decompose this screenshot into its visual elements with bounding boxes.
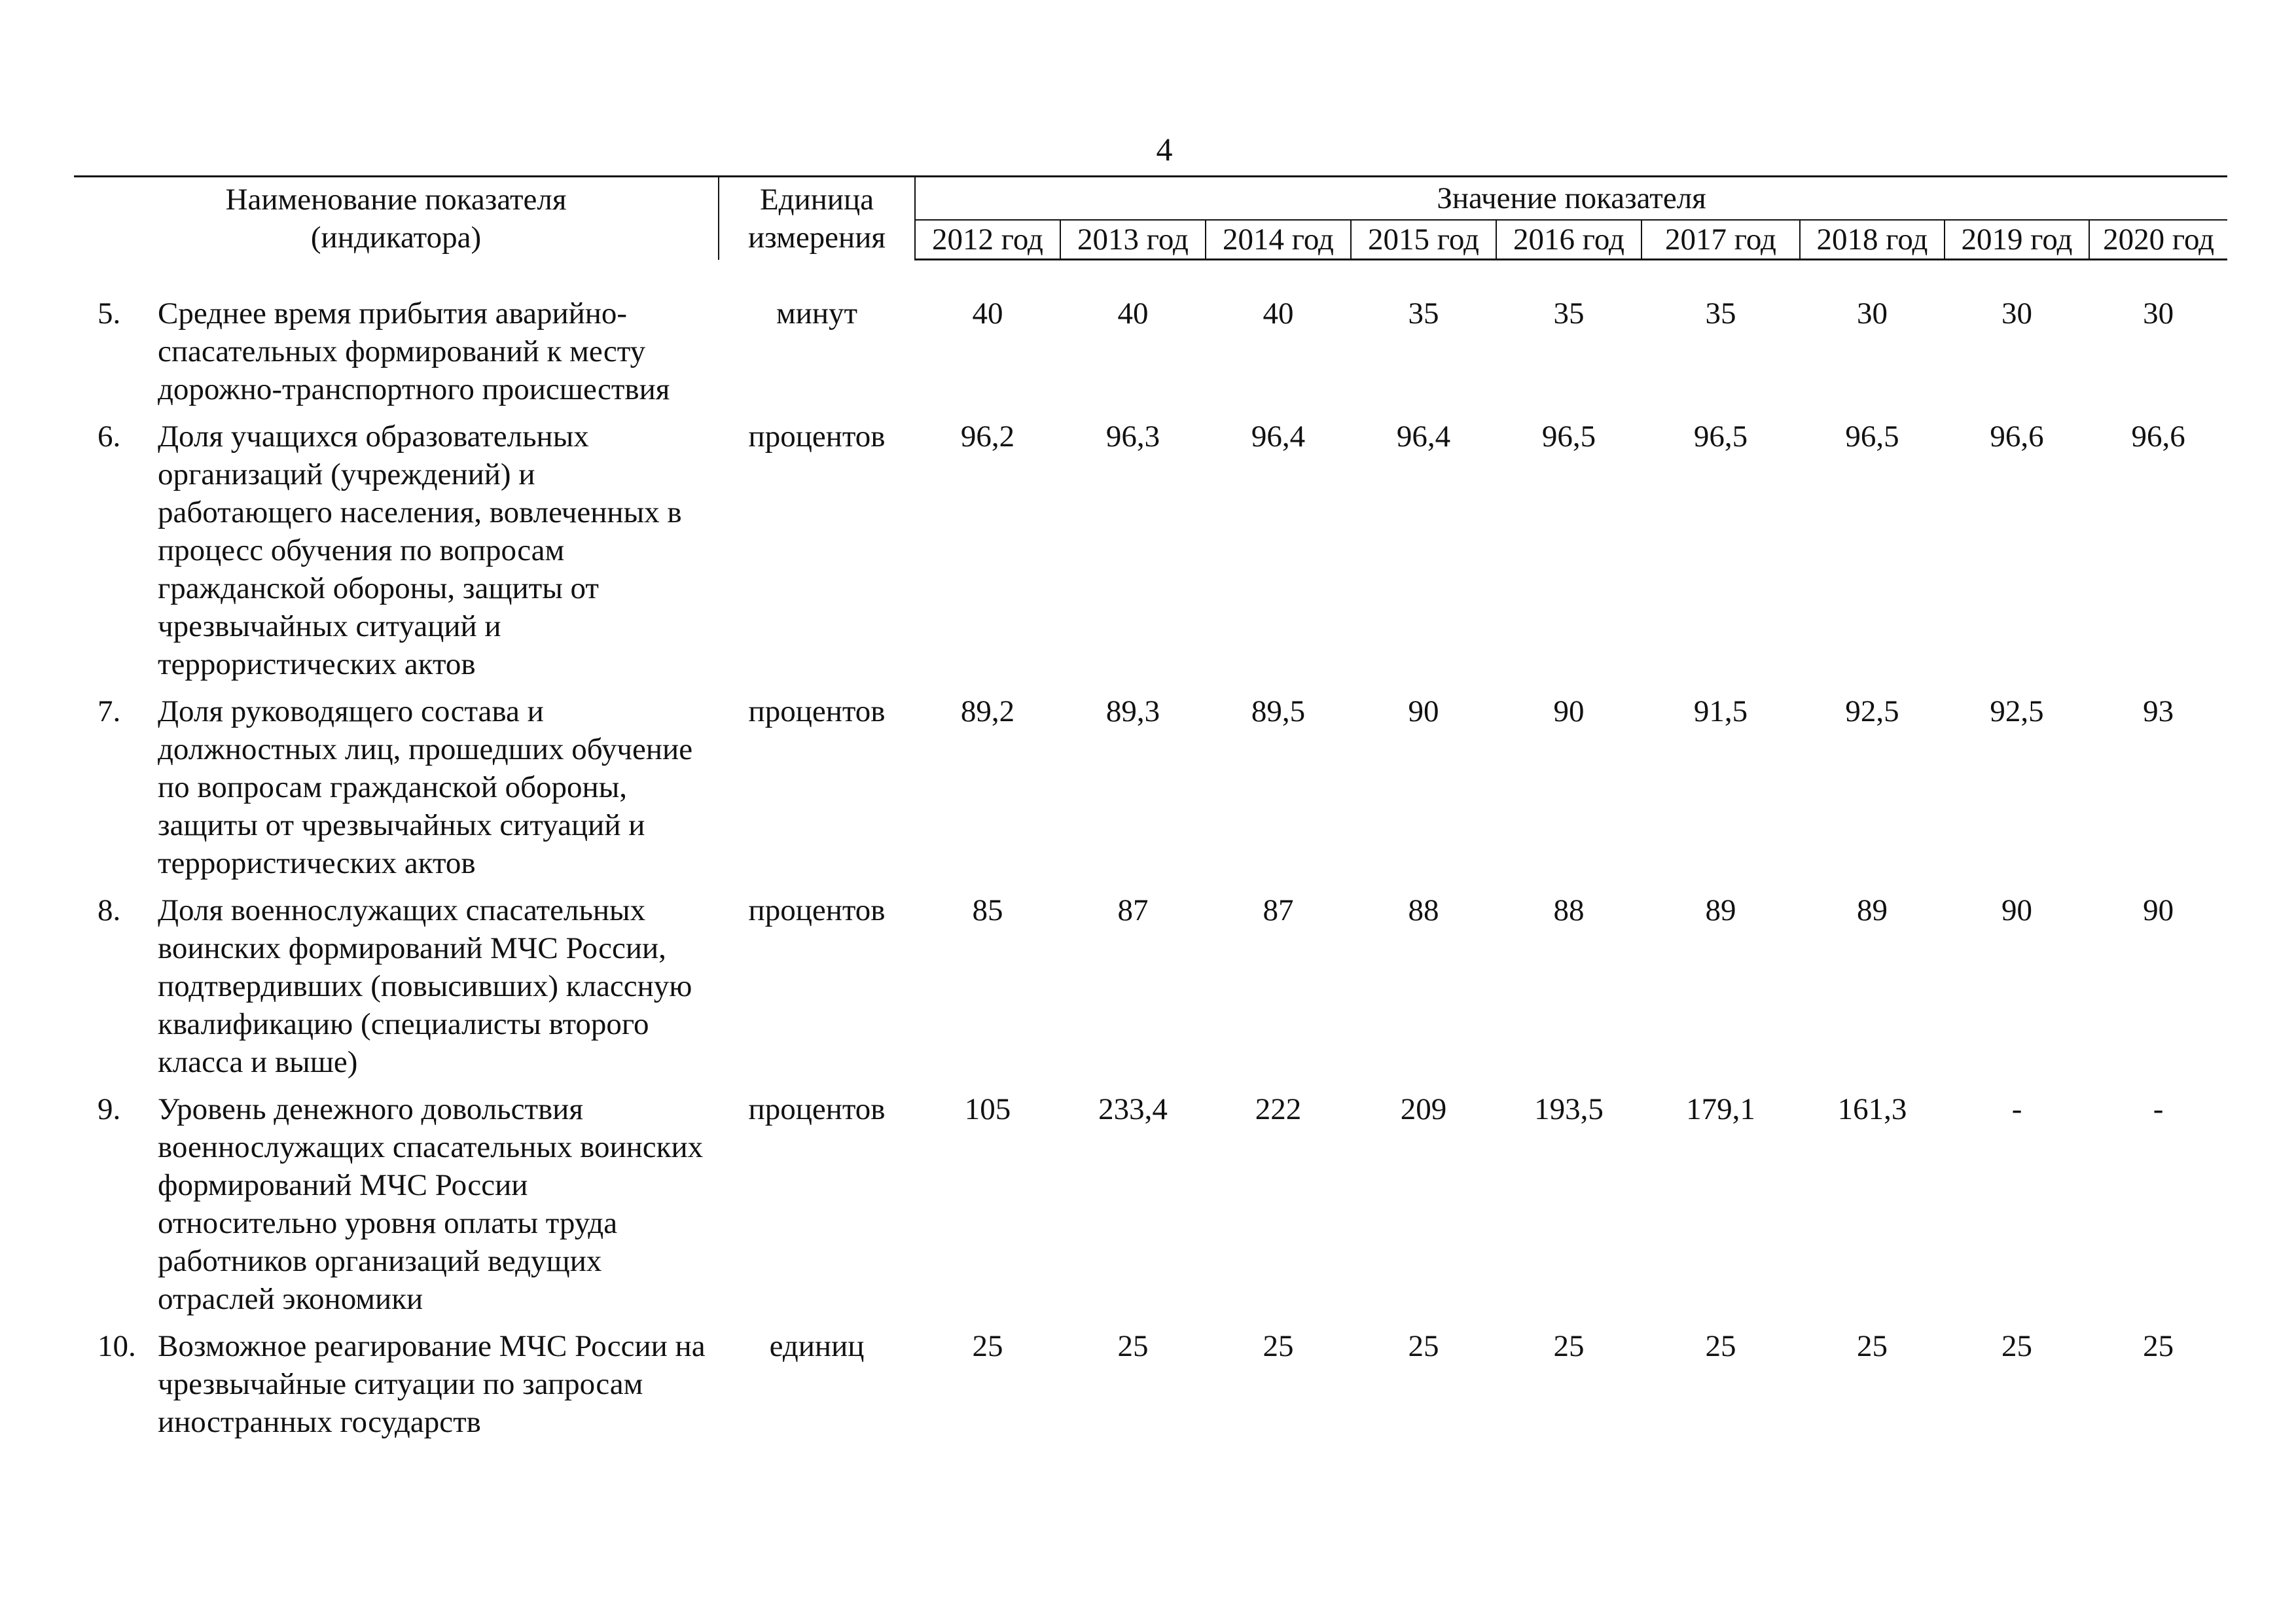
value-cell: 25 <box>2001 1329 2033 1363</box>
value-cell: 25 <box>1263 1329 1294 1363</box>
value-cell: 96,5 <box>1845 419 1899 454</box>
value-cell: - <box>2153 1092 2164 1126</box>
value-cell: 90 <box>2001 893 2033 927</box>
year-header: 2016 год <box>1496 220 1641 260</box>
year-header: 2012 год <box>915 220 1060 260</box>
value-cell: 90 <box>2143 893 2174 927</box>
value-cell: 25 <box>1117 1329 1149 1363</box>
value-cell: 40 <box>972 296 1003 330</box>
name-column-header <box>74 177 719 260</box>
value-cell: 90 <box>1553 694 1585 728</box>
table-row <box>74 1090 2227 1327</box>
value-cell: 30 <box>2001 296 2033 330</box>
value-cell: 88 <box>1408 893 1439 927</box>
year-header: 2018 год <box>1800 220 1945 260</box>
value-cell: 91,5 <box>1693 694 1748 728</box>
value-cell: 179,1 <box>1686 1092 1755 1126</box>
year-header: 2014 год <box>1206 220 1351 260</box>
year-header: 2015 год <box>1351 220 1496 260</box>
unit-cell: единиц <box>769 1329 865 1363</box>
value-cell: 25 <box>1553 1329 1585 1363</box>
value-cell: 25 <box>1408 1329 1439 1363</box>
table-row <box>74 294 2227 418</box>
row-number: 7. <box>98 694 121 728</box>
value-cell: 96,3 <box>1105 419 1160 454</box>
row-number: 5. <box>98 296 121 330</box>
table-body <box>74 260 2227 1451</box>
indicator-name: Доля руководящего состава и должностных лиц, прошедших обучение по вопросам гражданской обороны, защиты от чрезвычайных ситуаций и террористических актов <box>158 694 693 880</box>
value-cell: 89,3 <box>1105 694 1160 728</box>
year-header: 2019 год <box>1945 220 2089 260</box>
indicator-name: Доля военнослужащих спасательных воинских формирований МЧС России, подтвердивших (повысивших) классную квалификацию (специалисты второго класса и выше) <box>158 893 692 1079</box>
unit-cell: процентов <box>748 1092 886 1126</box>
row-number: 10. <box>98 1329 136 1363</box>
value-cell: 89 <box>1857 893 1888 927</box>
value-cell: 89,5 <box>1251 694 1306 728</box>
row-number: 6. <box>98 419 121 454</box>
value-cell: 40 <box>1263 296 1294 330</box>
year-header: 2017 год <box>1641 220 1800 260</box>
table-row <box>74 891 2227 1090</box>
name-header-line2: (индикатора) <box>310 220 482 255</box>
value-cell: 85 <box>972 893 1003 927</box>
value-cell: 96,2 <box>960 419 1015 454</box>
value-cell: 40 <box>1117 296 1149 330</box>
value-cell: 92,5 <box>1990 694 2044 728</box>
value-cell: 105 <box>964 1092 1011 1126</box>
value-cell: 96,4 <box>1251 419 1306 454</box>
value-cell: 96,6 <box>2131 419 2185 454</box>
value-cell: 161,3 <box>1837 1092 1907 1126</box>
value-cell: 193,5 <box>1534 1092 1604 1126</box>
unit-header-line2: измерения <box>748 220 886 255</box>
indicator-name: Доля учащихся образовательных организаций (учреждений) и работающего населения, вовлеченных в процесс обучения по вопросам гражданской обороны, защиты от чрезвычайных ситуаций и террористических актов <box>158 419 682 681</box>
value-cell: 92,5 <box>1845 694 1899 728</box>
indicators-table <box>74 175 2227 1450</box>
value-cell: 233,4 <box>1098 1092 1168 1126</box>
year-header: 2013 год <box>1060 220 1206 260</box>
year-header: 2020 год <box>2089 220 2227 260</box>
value-cell: 25 <box>1705 1329 1736 1363</box>
value-cell: 89,2 <box>960 694 1015 728</box>
value-cell: 35 <box>1705 296 1736 330</box>
unit-column-header <box>719 177 915 260</box>
indicator-name: Возможное реагирование МЧС России на чрезвычайные ситуации по запросам иностранных государств <box>158 1329 706 1439</box>
value-cell: 25 <box>2143 1329 2174 1363</box>
value-cell: 35 <box>1408 296 1439 330</box>
unit-cell: процентов <box>748 419 886 454</box>
value-cell: 35 <box>1553 296 1585 330</box>
value-cell: 222 <box>1255 1092 1302 1126</box>
indicator-name: Среднее время прибытия аварийно-спасательных формирований к месту дорожно-транспортного происшествия <box>158 296 670 406</box>
value-cell: 90 <box>1408 694 1439 728</box>
row-number: 8. <box>98 893 121 927</box>
value-cell: 96,5 <box>1541 419 1596 454</box>
value-cell: 30 <box>2143 296 2174 330</box>
name-header-line1: Наименование показателя <box>225 182 567 217</box>
values-group-header: Значение показателя <box>915 177 2227 221</box>
unit-cell: процентов <box>748 893 886 927</box>
value-cell: 25 <box>972 1329 1003 1363</box>
table-row <box>74 692 2227 891</box>
value-cell: - <box>2011 1092 2022 1126</box>
value-cell: 25 <box>1857 1329 1888 1363</box>
value-cell: 96,5 <box>1693 419 1748 454</box>
page-number: 4 <box>1156 131 1173 168</box>
unit-cell: процентов <box>748 694 886 728</box>
unit-cell: минут <box>776 296 858 330</box>
unit-header-line1: Единица <box>759 182 874 217</box>
value-cell: 87 <box>1117 893 1149 927</box>
value-cell: 87 <box>1263 893 1294 927</box>
value-cell: 88 <box>1553 893 1585 927</box>
value-cell: 30 <box>1857 296 1888 330</box>
table-row <box>74 1327 2227 1450</box>
value-cell: 89 <box>1705 893 1736 927</box>
table-header <box>74 177 2227 260</box>
indicator-name: Уровень денежного довольствия военнослужащих спасательных воинских формирований МЧС России относительно уровня оплаты труда работников организаций ведущих отраслей экономики <box>158 1092 704 1316</box>
value-cell: 93 <box>2143 694 2174 728</box>
row-number: 9. <box>98 1092 121 1126</box>
value-cell: 96,4 <box>1396 419 1451 454</box>
value-cell: 209 <box>1400 1092 1447 1126</box>
value-cell: 96,6 <box>1990 419 2044 454</box>
table-row <box>74 418 2227 692</box>
